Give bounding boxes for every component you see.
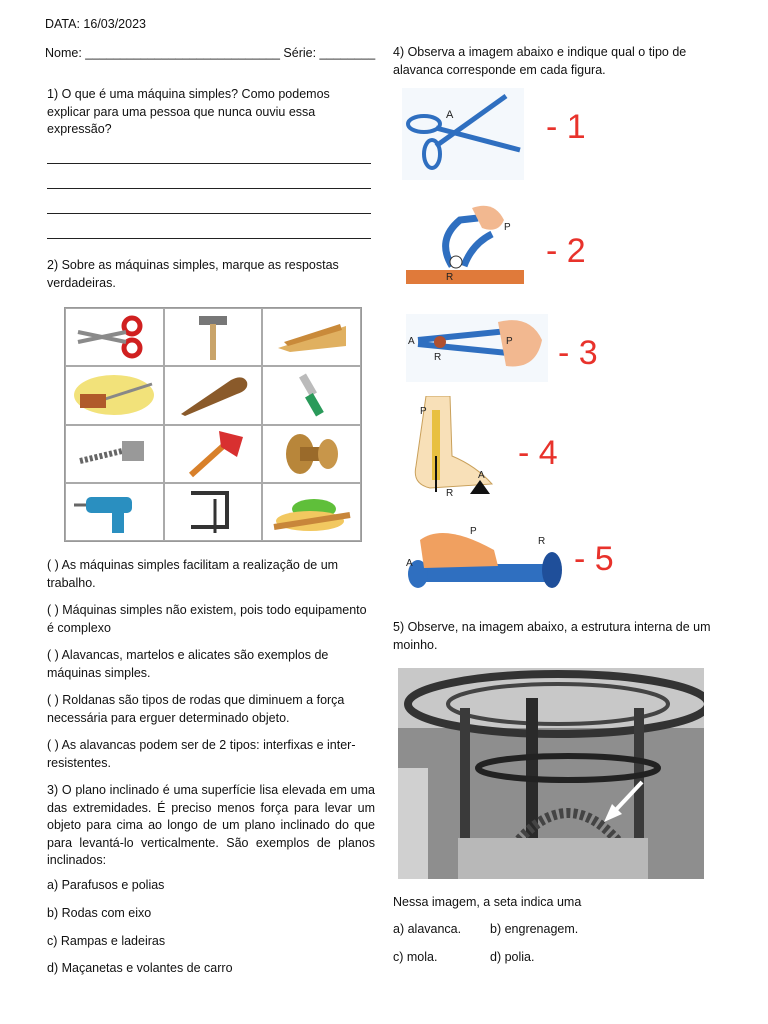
figure-3-label: - 3 bbox=[558, 334, 598, 372]
lever-figure-5 bbox=[404, 520, 566, 604]
grid-cell bbox=[65, 366, 164, 424]
drill-icon bbox=[72, 487, 156, 537]
grid-cell bbox=[65, 483, 164, 541]
figure-4-label: - 4 bbox=[518, 434, 558, 472]
figure-3-letter-r: R bbox=[434, 352, 442, 363]
answer-line-4[interactable] bbox=[47, 238, 371, 239]
grid-cell bbox=[164, 366, 263, 424]
figure-2-label: - 2 bbox=[546, 232, 586, 270]
q2-option-1[interactable]: ( ) As máquinas simples facilitam a realização de um trabalho. bbox=[47, 558, 339, 590]
scissors-icon bbox=[72, 312, 156, 362]
baseball-bat-icon bbox=[171, 370, 255, 420]
answer-line-1[interactable] bbox=[47, 163, 371, 164]
q5-option-c[interactable]: c) mola. bbox=[393, 950, 438, 964]
spool-icon bbox=[270, 429, 354, 479]
tools-image-grid bbox=[64, 307, 362, 542]
grid-cell bbox=[164, 308, 263, 366]
question-5-prompt: Nessa imagem, a seta indica uma bbox=[393, 895, 582, 909]
q3-option-d[interactable]: d) Maçanetas e volantes de carro bbox=[47, 961, 233, 975]
grid-cell bbox=[164, 425, 263, 483]
q2-option-4[interactable]: ( ) Roldanas são tipos de rodas que diminuem a força necessária para erguer determinado objeto. bbox=[47, 693, 345, 725]
q5-option-a[interactable]: a) alavanca. bbox=[393, 922, 462, 936]
q3-option-a[interactable]: a) Parafusos e polias bbox=[47, 878, 165, 892]
q5-option-b[interactable]: b) engrenagem. bbox=[490, 922, 579, 936]
figure-2-letter-p: P bbox=[504, 222, 511, 233]
question-5-text: 5) Observe, na imagem abaixo, a estrutura interna de um moinho. bbox=[393, 620, 711, 652]
grid-cell bbox=[262, 366, 361, 424]
answer-line-3[interactable] bbox=[47, 213, 371, 214]
q2-option-3[interactable]: ( ) Alavancas, martelos e alicates são exemplos de máquinas simples. bbox=[47, 648, 329, 680]
axe-icon bbox=[171, 429, 255, 479]
figure-1-label: - 1 bbox=[546, 108, 586, 146]
figure-2-letter-r: R bbox=[446, 272, 454, 283]
q2-option-5[interactable]: ( ) As alavancas podem ser de 2 tipos: interfixas e inter-resistentes. bbox=[47, 738, 356, 770]
figure-5-label: - 5 bbox=[574, 540, 614, 578]
figure-4-letter-p: P bbox=[420, 406, 427, 417]
figure-5-letter-r: R bbox=[538, 536, 546, 547]
wedge-icon bbox=[270, 312, 354, 362]
date-line: DATA: 16/03/2023 bbox=[45, 17, 146, 31]
q3-option-c[interactable]: c) Rampas e ladeiras bbox=[47, 934, 166, 948]
figure-1-letter-a: A bbox=[446, 109, 454, 121]
grid-cell bbox=[262, 308, 361, 366]
question-3-text: 3) O plano inclinado é uma superfície lisa elevada em uma das extremidades. É preciso menos força para levar um objeto para cima ao longo de um plano inclinado do que para levantá-lo verticalmente. São exemplos de planos inclinados: bbox=[47, 783, 375, 867]
rake-icon bbox=[72, 370, 156, 420]
question-4-text: 4) Observa a imagem abaixo e indique qual o tipo de alavanca corresponde em cada figura. bbox=[393, 45, 687, 77]
rolling-pin-icon bbox=[270, 487, 354, 537]
clamp-icon bbox=[171, 487, 255, 537]
figure-5-letter-p: P bbox=[470, 526, 477, 537]
question-2-text: 2) Sobre as máquinas simples, marque as respostas verdadeiras. bbox=[47, 258, 339, 290]
lever-figure-2 bbox=[406, 200, 528, 292]
grid-cell bbox=[65, 425, 164, 483]
figure-3-letter-a: A bbox=[408, 336, 415, 347]
q5-option-d[interactable]: d) polia. bbox=[490, 950, 535, 964]
figure-5-letter-a: A bbox=[406, 558, 413, 569]
lever-figure-3 bbox=[406, 314, 548, 382]
grid-cell bbox=[262, 483, 361, 541]
lever-figure-1 bbox=[402, 88, 524, 180]
chisel-icon bbox=[270, 370, 354, 420]
answer-line-2[interactable] bbox=[47, 188, 371, 189]
screw-icon bbox=[72, 429, 156, 479]
name-line[interactable]: Nome: ____________________________ Série: ________ bbox=[45, 46, 376, 60]
grid-cell bbox=[262, 425, 361, 483]
figure-3-letter-p: P bbox=[506, 336, 513, 347]
figure-4-letter-a: A bbox=[478, 470, 485, 481]
question-1-text: 1) O que é uma máquina simples? Como podemos explicar para uma pessoa que nunca ouviu essa expressão? bbox=[47, 87, 330, 136]
grid-cell bbox=[65, 308, 164, 366]
q2-option-2[interactable]: ( ) Máquinas simples não existem, pois todo equipamento é complexo bbox=[47, 603, 367, 635]
lever-figure-4 bbox=[406, 396, 502, 500]
grid-cell bbox=[164, 483, 263, 541]
figure-4-letter-r: R bbox=[446, 488, 454, 499]
hammer-icon bbox=[171, 312, 255, 362]
q3-option-b[interactable]: b) Rodas com eixo bbox=[47, 906, 152, 920]
mill-interior-photo bbox=[398, 668, 704, 879]
